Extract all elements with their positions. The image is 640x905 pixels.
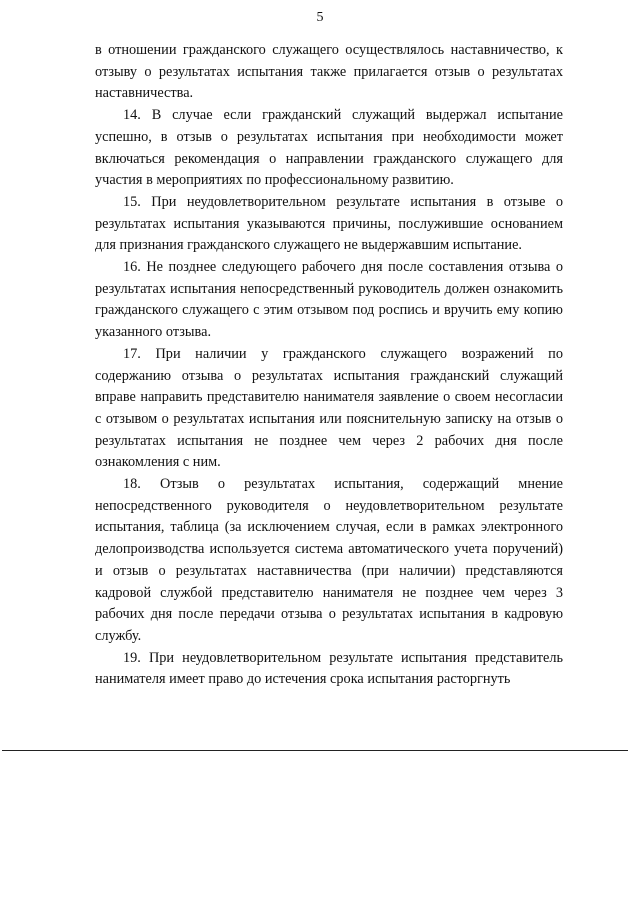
paragraph-14: 14. В случае если гражданский служащий выдержал испытание успешно, в отзыв о результатах испытания при необходимости может включаться рекомендация о направлении гражданского служащего для участия в мероприятиях по профессиональному развитию. [95,107,563,189]
page-bottom-divider [2,750,628,751]
page-number: 5 [316,10,324,25]
document-body [95,40,563,691]
paragraph-19: 19. При неудовлетворительном результате испытания представитель нанимателя имеет право до истечения срока испытания расторгнуть [95,649,563,688]
paragraph-18: 18. Отзыв о результатах испытания, содержащий мнение непосредственного руководителя о неудовлетворительном результате испытания, таблица (за исключением случая, если в рамках электронного делопроизводства используется система автоматического учета поручений) и отзыв о результатах наставничества (при наличии) представляются кадровой службой представителю нанимателя не позднее чем через 3 рабочих дня после передачи отзыва о результатах испытания в кадровую службу. [95,476,563,644]
paragraph-13-continuation: в отношении гражданского служащего осуществлялось наставничество, к отзыву о результатах испытания также прилагается отзыв о результатах наставничества. [95,42,563,102]
paragraph-17: 17. При наличии у гражданского служащего возражений по содержанию отзыва о результатах испытания гражданский служащий вправе направить представителю нанимателя заявление о своем несогласии с отзывом о результатах испытания или пояснительную записку на отзыв о результатах испытания не позднее чем через 2 рабочих дня после ознакомления с ним. [95,345,563,471]
paragraph-16: 16. Не позднее следующего рабочего дня после составления отзыва о результатах испытания непосредственный руководитель должен ознакомить гражданского служащего с этим отзывом под роспись и вручить ему копию указанного отзыва. [95,259,563,341]
paragraph-15: 15. При неудовлетворительном результате испытания в отзыве о результатах испытания указываются причины, послужившие основанием для признания гражданского служащего не выдержавшим испытание. [95,193,563,254]
